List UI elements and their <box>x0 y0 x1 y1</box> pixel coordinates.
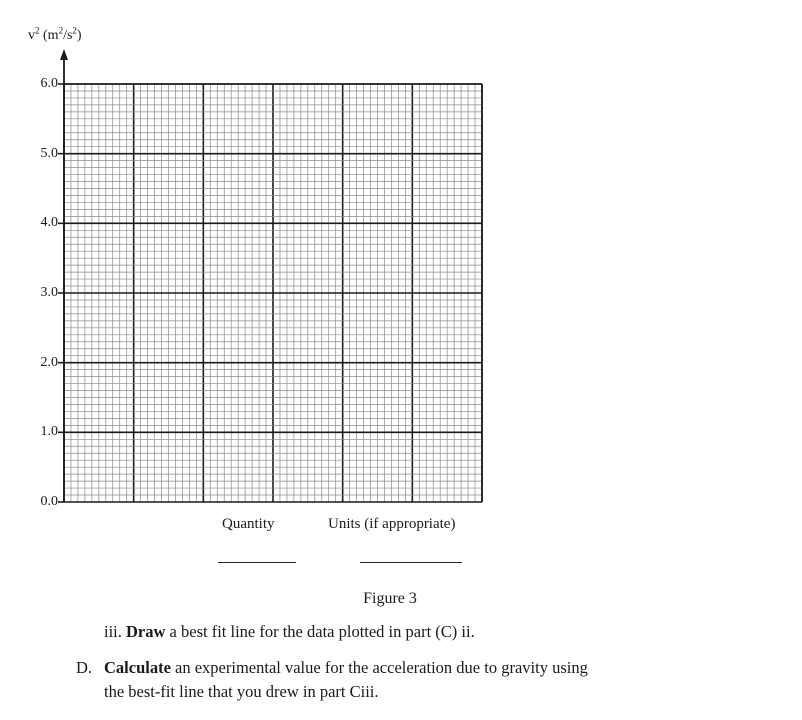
question-iii-verb: Draw <box>126 622 166 641</box>
y-tick-label: 6.0 <box>40 76 58 91</box>
question-d-line1 <box>104 656 588 680</box>
question-iii-number: iii. <box>104 622 122 641</box>
question-d-verb: Calculate <box>104 658 171 677</box>
y-tick-label: 3.0 <box>40 285 58 300</box>
question-d-line2: the best-fit line that you drew in part Ciii. <box>104 682 379 701</box>
y-tick-label: 5.0 <box>40 145 58 161</box>
y-tick-label: 0.0 <box>40 494 58 509</box>
question-iii <box>104 620 475 644</box>
quantity-header: Quantity <box>222 516 275 532</box>
units-answer-blank[interactable] <box>360 562 462 563</box>
y-axis-arrow <box>60 49 68 60</box>
y-axis-label: $v^2$ $(m^2/s^2)$ <box>28 25 82 43</box>
question-iii-text: a best fit line for the data plotted in part (C) ii. <box>165 622 475 641</box>
question-d-letter: D. <box>76 658 93 677</box>
figure-caption: Figure 3 <box>363 590 417 607</box>
units-header: Units (if appropriate) <box>328 516 456 532</box>
question-d-text-line1: an experimental value for the acceleration due to gravity using <box>170 658 588 677</box>
y-tick-label: 2.0 <box>40 354 58 370</box>
y-tick-label: 4.0 <box>40 215 58 231</box>
y-tick-label: 1.0 <box>40 424 58 440</box>
quantity-answer-blank[interactable] <box>218 562 296 563</box>
